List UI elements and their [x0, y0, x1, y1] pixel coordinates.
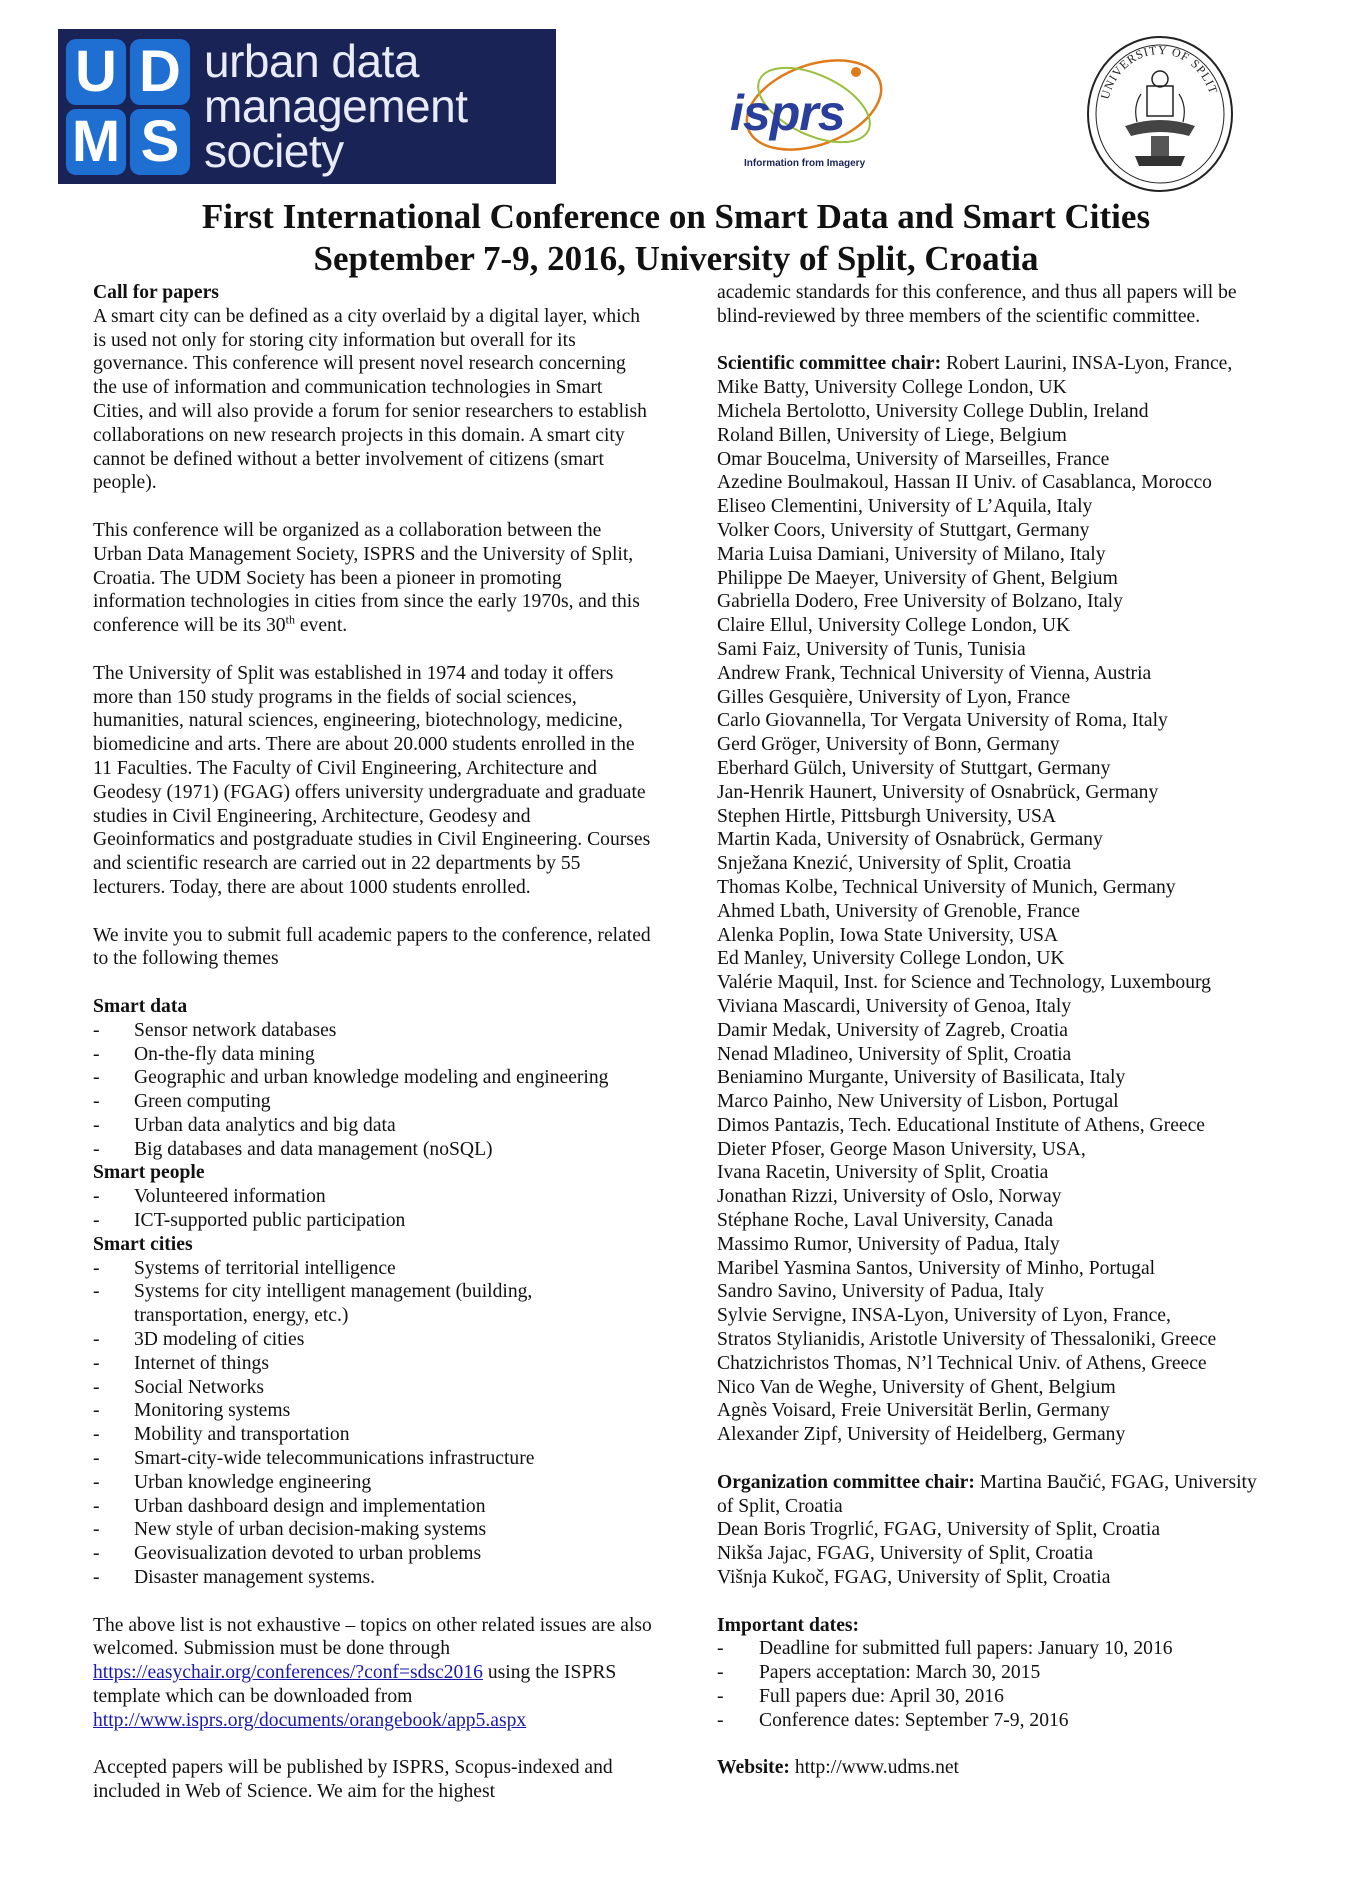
committee-member: Ed Manley, University College London, UK — [717, 948, 1065, 970]
list-item: - Urban data analytics and big data — [93, 1114, 653, 1138]
publication-paragraph: Accepted papers will be published by ISPRS, Scopus-indexed and included in Web of Science. We aim for the highest — [93, 1757, 613, 1803]
committee-member: Alexander Zipf, University of Heidelberg, Germany — [717, 1424, 1126, 1446]
important-dates-list — [717, 1637, 1277, 1732]
committee-member: Damir Medak, University of Zagreb, Croatia — [717, 1019, 1068, 1041]
committee-member: Marco Painho, New University of Lisbon, Portugal — [717, 1091, 1119, 1113]
important-date-item: - Full papers due: April 30, 2016 — [717, 1685, 1277, 1709]
list-item: - New style of urban decision-making systems — [93, 1518, 653, 1542]
udms-letter-s: S — [130, 109, 190, 175]
organization-text-end: event. — [294, 615, 348, 637]
important-dates-heading: Important dates: — [717, 1614, 860, 1636]
committee-member: Nikša Jajac, FGAG, University of Split, Croatia — [717, 1543, 1094, 1565]
website-url: http://www.udms.net — [789, 1757, 960, 1779]
committee-member: Agnès Voisard, Freie Universität Berlin, Germany — [717, 1400, 1110, 1422]
committee-member: Viviana Mascardi, University of Genoa, Italy — [717, 995, 1072, 1017]
udms-letter-u: U — [66, 39, 126, 105]
committee-member: Andrew Frank, Technical University of Vienna, Austria — [717, 662, 1152, 684]
organization-committee-chair — [717, 1471, 1277, 1519]
committee-member: Thomas Kolbe, Technical University of Munich, Germany — [717, 876, 1176, 898]
committee-member: Sandro Savino, University of Padua, Italy — [717, 1281, 1045, 1303]
committee-member: Eberhard Gülch, University of Stuttgart, Germany — [717, 757, 1111, 779]
committee-member: Azedine Boulmakoul, Hassan II Univ. of Casablanca, Morocco — [717, 472, 1212, 494]
important-date-item: - Deadline for submitted full papers: January 10, 2016 — [717, 1637, 1277, 1661]
scientific-committee-list — [717, 376, 1277, 1447]
committee-member: Gerd Gröger, University of Bonn, Germany — [717, 734, 1060, 756]
scientific-chair-name: Robert Laurini, INSA-Lyon, France, — [941, 353, 1233, 375]
committee-member: Alenka Poplin, Iowa State University, USA — [717, 924, 1059, 946]
svg-text:UNIVERSITY OF SPLIT: UNIVERSITY OF SPLIT — [1097, 42, 1221, 101]
list-item: - Disaster management systems. — [93, 1566, 653, 1590]
committee-member: Carlo Giovannella, Tor Vergata University of Roma, Italy — [717, 710, 1168, 732]
list-item: - Green computing — [93, 1090, 653, 1114]
list-item: - Systems of territorial intelligence — [93, 1257, 653, 1281]
list-item: - Sensor network databases — [93, 1019, 653, 1043]
committee-member: Mike Batty, University College London, UK — [717, 377, 1067, 399]
organization-committee-label: Organization committee chair: — [717, 1471, 975, 1493]
website-line — [717, 1756, 1277, 1780]
organization-chair-name: Martina Baučić, FGAG, University of Split, Croatia — [717, 1471, 1257, 1517]
udms-letter-d: D — [130, 39, 190, 105]
list-item: - Mobility and transportation — [93, 1423, 653, 1447]
list-item: - On-the-fly data mining — [93, 1043, 653, 1067]
organization-committee-list — [717, 1518, 1277, 1589]
committee-member: Stephen Hirtle, Pittsburgh University, USA — [717, 805, 1057, 827]
udms-line: urban data — [204, 35, 419, 87]
committee-member: Michela Bertolotto, University College Dublin, Ireland — [717, 400, 1149, 422]
committee-member: Roland Billen, University of Liege, Belgium — [717, 424, 1067, 446]
theme-heading-smart-people: Smart people — [93, 1162, 205, 1184]
committee-member: Beniamino Murgante, University of Basilicata, Italy — [717, 1067, 1126, 1089]
committee-member: Claire Ellul, University College London, UK — [717, 615, 1071, 637]
list-item: - Systems for city intelligent management (building, transportation, energy, etc.) — [93, 1280, 653, 1328]
left-column — [93, 281, 653, 1804]
committee-member: Maribel Yasmina Santos, University of Minho, Portugal — [717, 1257, 1156, 1279]
udms-line: society — [204, 125, 344, 177]
committee-member: Stéphane Roche, Laval University, Canada — [717, 1210, 1054, 1232]
committee-member: Volker Coors, University of Stuttgart, Germany — [717, 519, 1090, 541]
committee-member: Stratos Stylianidis, Aristotle University of Thessaloniki, Greece — [717, 1329, 1217, 1351]
committee-member: Snježana Knezić, University of Split, Croatia — [717, 853, 1072, 875]
isprs-logo — [714, 50, 914, 180]
udms-wordmark — [204, 35, 468, 177]
committee-member: Gabriella Dodero, Free University of Bolzano, Italy — [717, 591, 1123, 613]
udms-line: management — [204, 80, 468, 132]
committee-member: Chatzichristos Thomas, N’l Technical Univ. of Athens, Greece — [717, 1352, 1207, 1374]
list-item: - ICT-supported public participation — [93, 1209, 653, 1233]
committee-member: Dean Boris Trogrlić, FGAG, University of Split, Croatia — [717, 1519, 1161, 1541]
list-item: - 3D modeling of cities — [93, 1328, 653, 1352]
committee-member: Martin Kada, University of Osnabrück, Germany — [717, 829, 1103, 851]
committee-member: Ivana Racetin, University of Split, Croatia — [717, 1162, 1049, 1184]
important-date-item: - Papers acceptation: March 30, 2015 — [717, 1661, 1277, 1685]
seal-icon — [1085, 34, 1235, 194]
committee-member: Nico Van de Weghe, University of Ghent, Belgium — [717, 1376, 1116, 1398]
committee-member: Sylvie Servigne, INSA-Lyon, University of Lyon, France, — [717, 1305, 1171, 1327]
committee-member: Dieter Pfoser, George Mason University, USA, — [717, 1138, 1086, 1160]
easychair-link[interactable]: https://easychair.org/conferences/?conf=sdsc2016 — [93, 1662, 483, 1684]
committee-member: Jonathan Rizzi, University of Oslo, Norway — [717, 1186, 1062, 1208]
submission-text: The above list is not exhaustive – topics on other related issues are also welcomed. Submission must be done through — [93, 1614, 652, 1660]
udms-logo — [58, 29, 556, 184]
list-item: - Volunteered information — [93, 1185, 653, 1209]
scientific-committee-chair — [717, 352, 1277, 376]
conference-dates-venue: September 7-9, 2016, University of Split, Croatia — [313, 239, 1039, 278]
right-column — [717, 281, 1277, 1780]
committee-member: Eliseo Clementini, University of L’Aquila, Italy — [717, 496, 1093, 518]
list-item: - Urban dashboard design and implementation — [93, 1495, 653, 1519]
committee-member: Philippe De Maeyer, University of Ghent, Belgium — [717, 567, 1118, 589]
intro-paragraph: A smart city can be defined as a city overlaid by a digital layer, which is used not only for storing city information but overall for its governance. This conference will present novel research concerning the use of information and communication technologies in Smart Cities, and will also provide a forum for senior researchers to establish collaborations on new research projects in this domain. A smart city cannot be defined without a better involvement of citizens (smart people). — [93, 305, 647, 494]
website-label: Website: — [717, 1757, 790, 1779]
isprs-wordmark: isprs — [730, 85, 845, 141]
list-item: - Monitoring systems — [93, 1399, 653, 1423]
udms-letter-m: M — [66, 109, 126, 175]
isprs-tagline: Information from Imagery — [744, 158, 866, 169]
committee-member: Sami Faiz, University of Tunis, Tunisia — [717, 638, 1026, 660]
list-item: - Smart-city-wide telecommunications infrastructure — [93, 1447, 653, 1471]
committee-member: Gilles Gesquière, University of Lyon, France — [717, 686, 1071, 708]
list-item: - Urban knowledge engineering — [93, 1471, 653, 1495]
invitation-paragraph: We invite you to submit full academic papers to the conference, related to the following themes — [93, 924, 651, 970]
list-item: - Internet of things — [93, 1352, 653, 1376]
committee-member: Massimo Rumor, University of Padua, Italy — [717, 1233, 1060, 1255]
theme-heading-smart-data: Smart data — [93, 995, 188, 1017]
committee-member: Višnja Kukoč, FGAG, University of Split, Croatia — [717, 1567, 1111, 1589]
university-of-split-seal — [1085, 34, 1235, 194]
committee-member: Valérie Maquil, Inst. for Science and Technology, Luxembourg — [717, 972, 1211, 994]
list-item: - Geographic and urban knowledge modeling and engineering — [93, 1066, 653, 1090]
organization-text: This conference will be organized as a collaboration between the Urban Data Management Society, ISPRS and the University of Split, Croatia. The UDM Society has been a pioneer in promoting information technologies in cities from since the early 1970s, and this conference will be its 30 — [93, 519, 640, 637]
university-paragraph: The University of Split was established in 1974 and today it offers more than 150 study programs in the fields of social sciences, humanities, natural sciences, engineering, biotechnology, medicine, biomedicine and arts. There are about 20.000 students enrolled in the 11 Faculties. The Faculty of Civil Engineering, Architecture and Geodesy (1971) (FGAG) offers university undergraduate and graduate studies in Civil Engineering, Architecture, Geodesy and Geoinformatics and postgraduate studies in Civil Engineering. Courses and scientific research are carried out in 22 departments by 55 lecturers. Today, there are about 1000 students enrolled. — [93, 662, 651, 898]
committee-member: Jan-Henrik Haunert, University of Osnabrück, Germany — [717, 781, 1159, 803]
scientific-committee-label: Scientific committee chair: — [717, 353, 942, 375]
call-for-papers-heading: Call for papers — [93, 282, 219, 303]
committee-member: Dimos Pantazis, Tech. Educational Institute of Athens, Greece — [717, 1114, 1205, 1136]
important-date-item: - Conference dates: September 7-9, 2016 — [717, 1709, 1277, 1733]
committee-member: Maria Luisa Damiani, University of Milano, Italy — [717, 543, 1106, 565]
udms-letter-mark — [66, 37, 194, 177]
committee-member: Ahmed Lbath, University of Grenoble, France — [717, 900, 1080, 922]
list-item: - Geovisualization devoted to urban problems — [93, 1542, 653, 1566]
list-item: - Social Networks — [93, 1376, 653, 1400]
submission-paragraph — [93, 1614, 653, 1733]
theme-list-smart-cities — [93, 1257, 653, 1590]
ordinal-suffix: th — [285, 612, 295, 627]
submission-text-2: using the ISPRS template which can be downloaded from — [93, 1662, 617, 1708]
committee-member: Nenad Mladineo, University of Split, Croatia — [717, 1043, 1072, 1065]
isprs-template-link[interactable]: http://www.isprs.org/documents/orangebook/app5.aspx — [93, 1709, 527, 1731]
conference-title: First International Conference on Smart Data and Smart Cities — [201, 197, 1151, 236]
organization-paragraph — [93, 519, 653, 638]
committee-member: Omar Boucelma, University of Marseilles, France — [717, 448, 1110, 470]
theme-heading-smart-cities: Smart cities — [93, 1233, 193, 1255]
theme-list-smart-data — [93, 1019, 653, 1162]
list-item: - Big databases and data management (noSQL) — [93, 1138, 653, 1162]
publication-paragraph-continued: academic standards for this conference, and thus all papers will be blind-reviewed by three members of the scientific committee. — [717, 282, 1237, 327]
theme-list-smart-people — [93, 1185, 653, 1233]
